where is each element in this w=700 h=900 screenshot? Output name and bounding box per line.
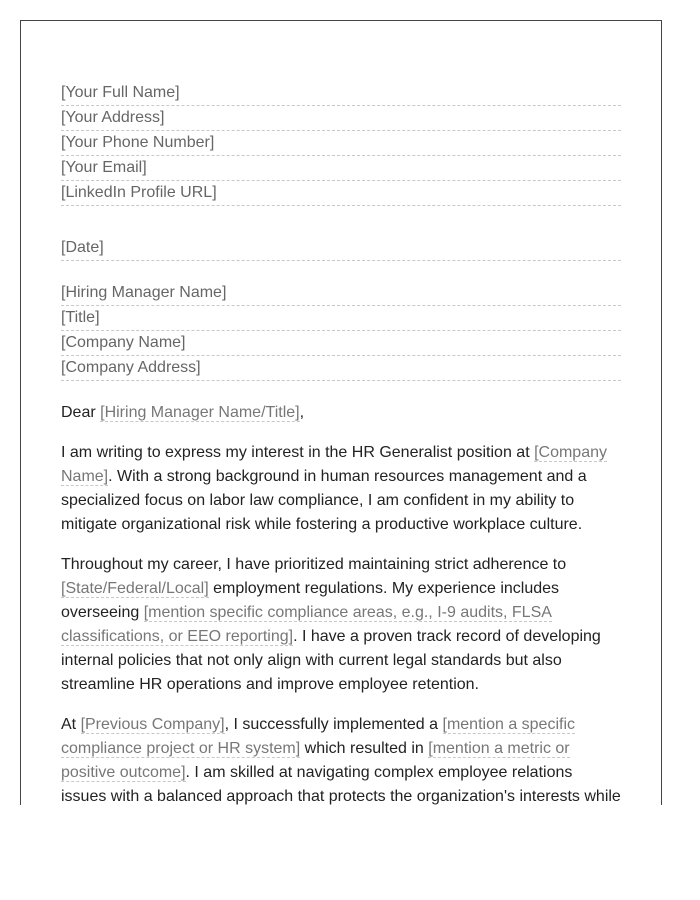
paragraph-text: . I have a proven track record of developing internal policies that not only align with current legal standards but also streamline HR operations and improve employee retention.	[61, 628, 601, 693]
salutation-prefix: Dear	[61, 404, 101, 421]
paragraph-text: . I am skilled at navigating complex employee relations issues with a balanced approach that protects the organization's interests while	[61, 764, 621, 805]
placeholder-compliance-areas[interactable]: [mention specific compliance areas, e.g., I-9 audits, FLSA classifications, or EEO reporting]	[61, 604, 552, 645]
spacer	[61, 206, 621, 236]
sender-full-name-field[interactable]: [Your Full Name]	[61, 81, 621, 106]
recipient-company-address-field[interactable]: [Company Address]	[61, 356, 621, 381]
recipient-title-field[interactable]: [Title]	[61, 306, 621, 331]
salutation-placeholder[interactable]: [Hiring Manager Name/Title]	[100, 404, 300, 421]
recipient-block	[61, 281, 621, 381]
paragraph-text: At	[61, 716, 81, 733]
paragraph-text: employment regulations. My experience includes overseeing	[61, 580, 560, 621]
recipient-manager-name-field[interactable]: [Hiring Manager Name]	[61, 281, 621, 306]
salutation-suffix: ,	[299, 404, 305, 421]
placeholder-compliance-project[interactable]: [mention a specific compliance project or HR system]	[61, 716, 576, 757]
sender-linkedin-field[interactable]: [LinkedIn Profile URL]	[61, 181, 621, 206]
sender-block	[61, 81, 621, 206]
recipient-company-name-field[interactable]: [Company Name]	[61, 331, 621, 356]
sender-address-field[interactable]: [Your Address]	[61, 106, 621, 131]
salutation	[61, 401, 621, 425]
spacer	[61, 381, 621, 401]
letter-page	[20, 20, 662, 805]
placeholder-company-name[interactable]: [Company Name]	[61, 444, 607, 485]
paragraph-text: . With a strong background in human resources management and a specialized focus on labor law compliance, I am confident in my ability to mitigate organizational risk while fostering a productive workplace culture.	[61, 468, 587, 533]
sender-email-field[interactable]: [Your Email]	[61, 156, 621, 181]
paragraph-text: which resulted in	[300, 740, 429, 757]
letter-content	[61, 81, 621, 805]
date-field[interactable]: [Date]	[61, 236, 621, 261]
placeholder-metric-outcome[interactable]: [mention a metric or positive outcome]	[61, 740, 570, 781]
placeholder-jurisdiction[interactable]: [State/Federal/Local]	[61, 580, 209, 597]
body-paragraph-2	[61, 553, 621, 697]
placeholder-previous-company[interactable]: [Previous Company]	[80, 716, 225, 733]
sender-phone-field[interactable]: [Your Phone Number]	[61, 131, 621, 156]
paragraph-text: I am writing to express my interest in the HR Generalist position at	[61, 444, 535, 461]
paragraph-text: , I successfully implemented a	[224, 716, 443, 733]
spacer	[61, 261, 621, 281]
body-paragraph-3	[61, 713, 621, 805]
paragraph-text: Throughout my career, I have prioritized maintaining strict adherence to	[61, 556, 567, 573]
body-paragraph-1	[61, 441, 621, 537]
